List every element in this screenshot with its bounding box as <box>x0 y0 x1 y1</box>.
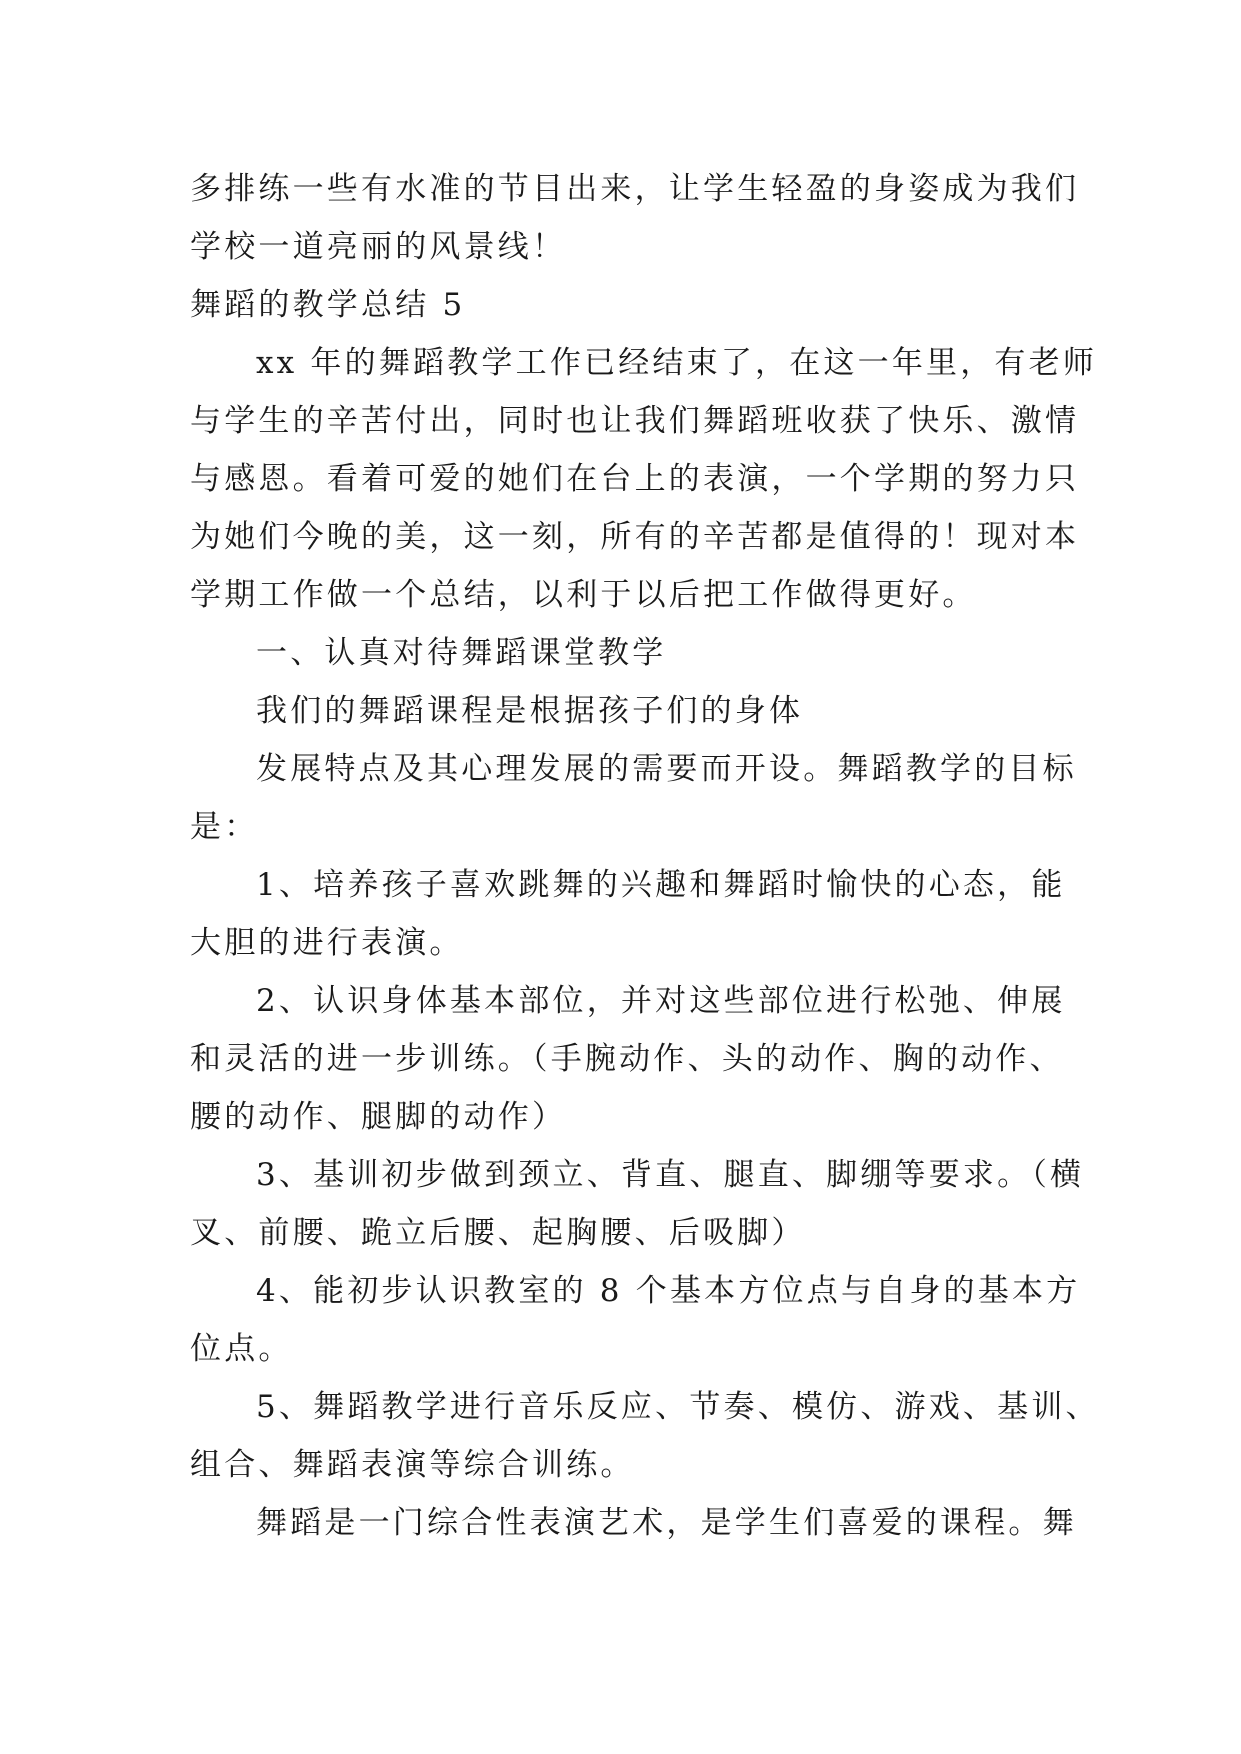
text-line: 腰的动作、腿脚的动作） <box>190 1099 567 1135</box>
text-line: 1、培养孩子喜欢跳舞的兴趣和舞蹈时愉快的心态，能 <box>256 867 1066 903</box>
text-line: 大胆的进行表演。 <box>190 925 464 961</box>
text-line: 和灵活的进一步训练。（手腕动作、头的动作、胸的动作、 <box>190 1041 1064 1077</box>
text-line: xx 年的舞蹈教学工作已经结束了，在这一年里，有老师 <box>256 345 1098 381</box>
text-line: 我们的舞蹈课程是根据孩子们的身体 <box>256 693 804 729</box>
text-line: 多排练一些有水准的节目出来，让学生轻盈的身姿成为我们 <box>190 171 1080 207</box>
text-line: 一、认真对待舞蹈课堂教学 <box>256 635 667 671</box>
text-line: 学校一道亮丽的风景线！ <box>190 229 567 265</box>
text-line: 2、认识身体基本部位，并对这些部位进行松弛、伸展 <box>256 983 1066 1019</box>
text-line: 为她们今晚的美，这一刻，所有的辛苦都是值得的！现对本 <box>190 519 1080 555</box>
text-line: 学期工作做一个总结，以利于以后把工作做得更好。 <box>190 577 977 613</box>
text-line: 与感恩。看着可爱的她们在台上的表演，一个学期的努力只 <box>190 461 1080 497</box>
text-line: 3、基训初步做到颈立、背直、腿直、脚绷等要求。（横 <box>256 1157 1085 1193</box>
text-line: 叉、前腰、跪立后腰、起胸腰、后吸脚） <box>190 1215 806 1251</box>
text-line: 舞蹈的教学总结 5 <box>190 287 466 323</box>
text-line: 5、舞蹈教学进行音乐反应、节奏、模仿、游戏、基训、 <box>256 1389 1100 1425</box>
text-line: 组合、舞蹈表演等综合训练。 <box>190 1447 635 1483</box>
text-line: 4、能初步认识教室的 8 个基本方位点与自身的基本方 <box>256 1273 1081 1309</box>
text-line: 发展特点及其心理发展的需要而开设。舞蹈教学的目标 <box>256 751 1077 787</box>
text-line: 与学生的辛苦付出，同时也让我们舞蹈班收获了快乐、激情 <box>190 403 1080 439</box>
text-line: 是： <box>190 809 259 845</box>
document-body <box>190 160 1100 1552</box>
text-line: 位点。 <box>190 1331 293 1367</box>
text-line: 舞蹈是一门综合性表演艺术，是学生们喜爱的课程。舞 <box>256 1505 1077 1541</box>
